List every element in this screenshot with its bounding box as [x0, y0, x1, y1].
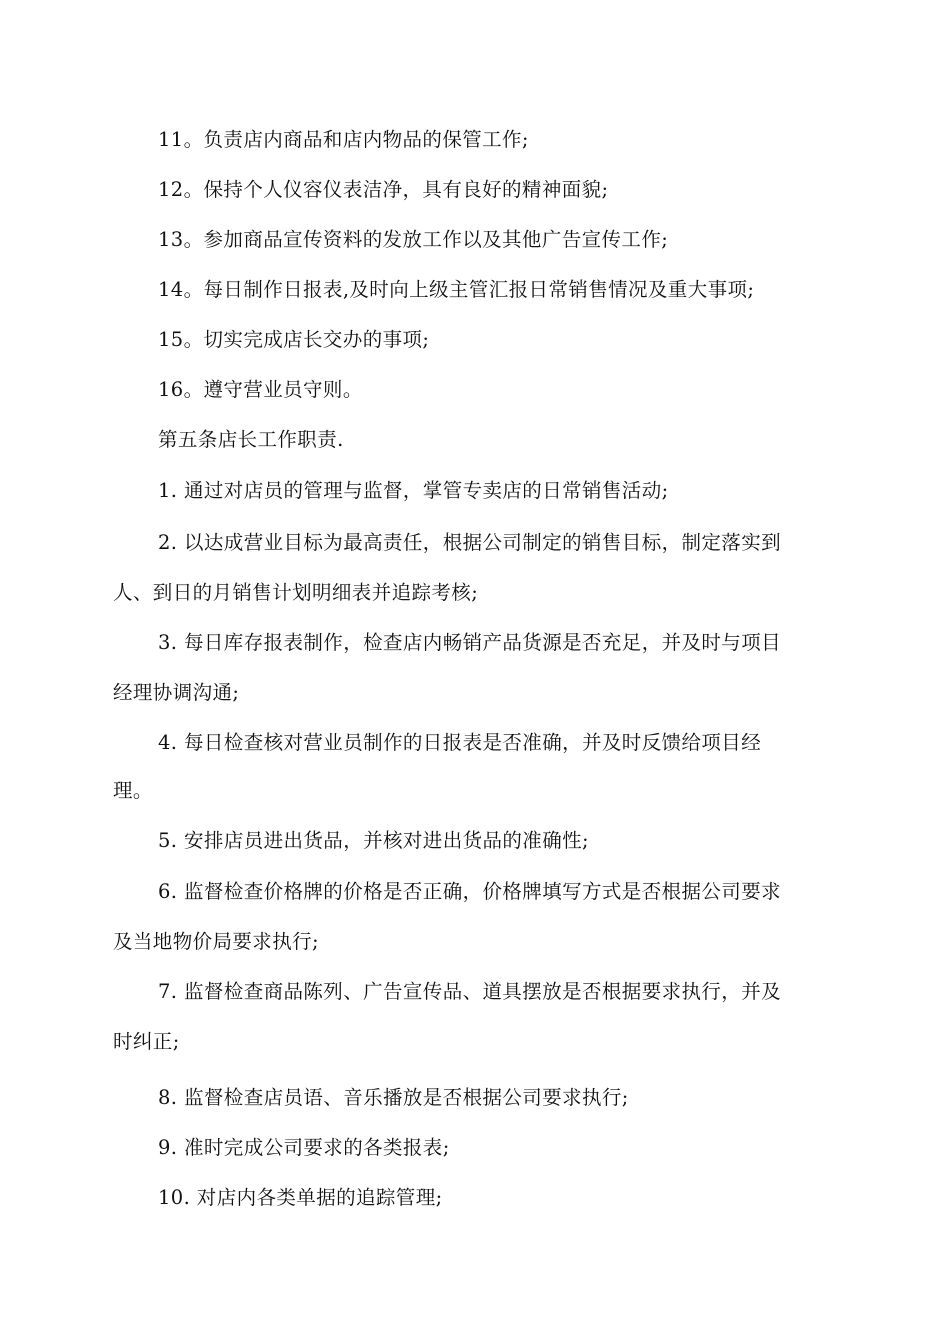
- manager-duty-3-continued: 经理协调沟通;: [113, 681, 240, 704]
- manager-duty-3: 3. 每日库存报表制作，检查店内畅销产品货源是否充足，并及时与项目: [158, 631, 782, 654]
- manager-duty-6-continued: 及当地物价局要求执行;: [113, 930, 319, 953]
- manager-duty-10: 10. 对店内各类单据的追踪管理;: [158, 1186, 443, 1209]
- duty-item-14: 14。每日制作日报表,及时向上级主管汇报日常销售情况及重大事项;: [158, 278, 755, 301]
- manager-duty-4: 4. 每日检查核对营业员制作的日报表是否准确，并及时反馈给项目经: [158, 731, 762, 754]
- manager-duty-6: 6. 监督检查价格牌的价格是否正确，价格牌填写方式是否根据公司要求: [158, 880, 782, 903]
- duty-item-15: 15。切实完成店长交办的事项;: [158, 328, 430, 351]
- manager-duty-2: 2. 以达成营业目标为最高责任，根据公司制定的销售目标，制定落实到: [158, 531, 782, 554]
- duty-item-12: 12。保持个人仪容仪表洁净，具有良好的精神面貌;: [158, 178, 609, 201]
- manager-duty-7-continued: 时纠正;: [113, 1030, 180, 1053]
- manager-duty-2-continued: 人、到日的月销售计划明细表并追踪考核;: [113, 581, 479, 604]
- duty-item-11: 11。负责店内商品和店内物品的保管工作;: [158, 128, 529, 151]
- duty-item-13: 13。参加商品宣传资料的发放工作以及其他广告宣传工作;: [158, 228, 669, 251]
- manager-duty-8: 8. 监督检查店员语、音乐播放是否根据公司要求执行;: [158, 1086, 629, 1109]
- duty-item-16: 16。遵守营业员守则。: [158, 378, 363, 401]
- manager-duty-5: 5. 安排店员进出货品，并核对进出货品的准确性;: [158, 829, 589, 852]
- manager-duty-1: 1. 通过对店员的管理与监督，掌管专卖店的日常销售活动;: [158, 479, 669, 502]
- manager-duty-4-continued: 理。: [113, 779, 153, 802]
- manager-duty-9: 9. 准时完成公司要求的各类报表;: [158, 1136, 450, 1159]
- manager-duty-7: 7. 监督检查商品陈列、广告宣传品、道具摆放是否根据要求执行，并及: [158, 980, 782, 1003]
- section-heading-article-5: 第五条店长工作职责.: [158, 428, 344, 451]
